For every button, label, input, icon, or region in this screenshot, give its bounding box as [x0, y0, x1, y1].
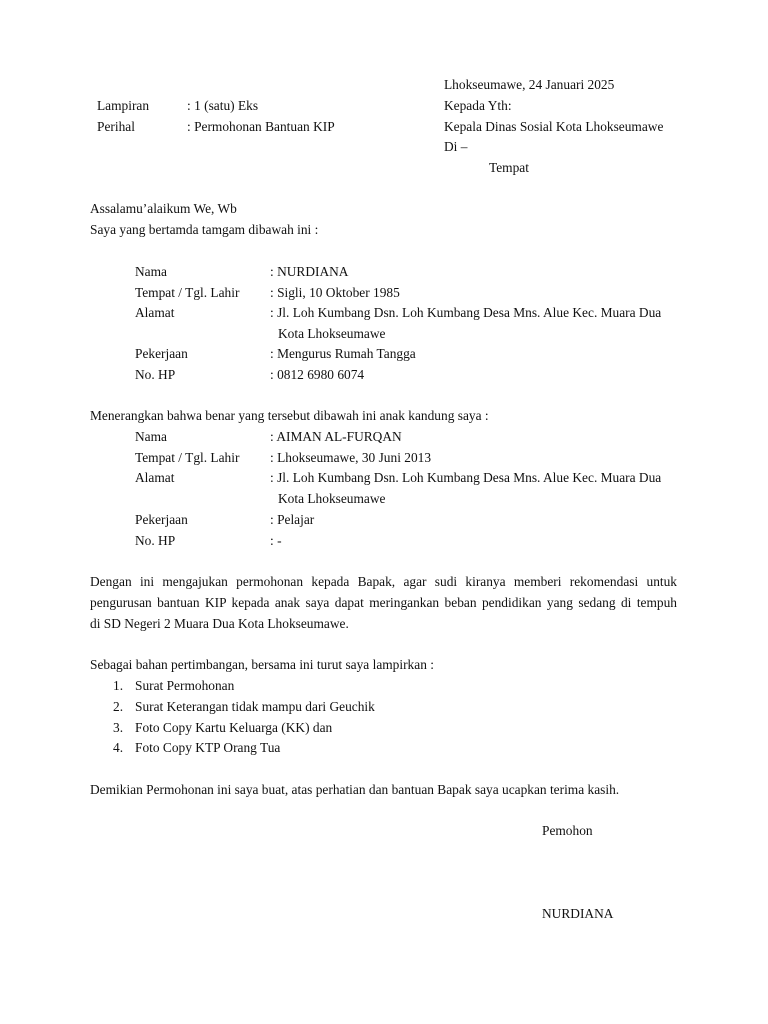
kepada-label: Kepada Yth: — [444, 98, 512, 113]
recipient: Kepala Dinas Sosial Kota Lhokseumawe — [444, 119, 664, 134]
request-line-3: di SD Negeri 2 Muara Dua Kota Lhokseumawe. — [90, 616, 349, 631]
closing-text: Demikian Permohonan ini saya buat, atas perhatian dan bantuan Bapak saya ucapkan terima kasih. — [90, 782, 620, 797]
applicant-pekerjaan-label: Pekerjaan — [135, 346, 188, 361]
applicant-hp-value: : 0812 6980 6074 — [270, 367, 365, 382]
child-alamat-value-cont: Kota Lhokseumawe — [278, 491, 386, 506]
applicant-ttl-label: Tempat / Tgl. Lahir — [135, 285, 240, 300]
attachment-item: Surat Permohonan — [135, 678, 235, 693]
perihal-value: : Permohonan Bantuan KIP — [187, 119, 335, 134]
applicant-nama-value: : NURDIANA — [270, 264, 349, 279]
applicant-hp-label: No. HP — [135, 367, 176, 382]
greeting: Assalamu’alaikum We, Wb — [90, 201, 237, 216]
attachments-intro: Sebagai bahan pertimbangan, bersama ini turut saya lampirkan : — [90, 657, 434, 672]
child-alamat-label: Alamat — [135, 470, 175, 485]
applicant-alamat-label: Alamat — [135, 305, 175, 320]
attachment-item: Foto Copy Kartu Keluarga (KK) dan — [135, 720, 333, 735]
child-pekerjaan-value: : Pelajar — [270, 512, 315, 527]
lampiran-value: : 1 (satu) Eks — [187, 98, 259, 113]
attachment-number: 2. — [113, 699, 124, 714]
child-pekerjaan-label: Pekerjaan — [135, 512, 188, 527]
applicant-pekerjaan-value: : Mengurus Rumah Tangga — [270, 346, 416, 361]
child-ttl-label: Tempat / Tgl. Lahir — [135, 450, 240, 465]
attachment-number: 1. — [113, 678, 124, 693]
di-label: Di – — [444, 139, 468, 154]
child-hp-value: : - — [270, 533, 282, 548]
tempat-label: Tempat — [489, 160, 529, 175]
attachment-number: 4. — [113, 740, 124, 755]
child-hp-label: No. HP — [135, 533, 176, 548]
child-alamat-value: : Jl. Loh Kumbang Dsn. Loh Kumbang Desa Mns. Alue Kec. Muara Dua — [270, 470, 662, 485]
applicant-alamat-value: : Jl. Loh Kumbang Dsn. Loh Kumbang Desa Mns. Alue Kec. Muara Dua — [270, 305, 662, 320]
attachment-number: 3. — [113, 720, 124, 735]
intro-text: Saya yang bertamda tamgam dibawah ini : — [90, 222, 319, 237]
applicant-nama-label: Nama — [135, 264, 167, 279]
place-date: Lhokseumawe, 24 Januari 2025 — [444, 77, 615, 92]
child-ttl-value: : Lhokseumawe, 30 Juni 2013 — [270, 450, 432, 465]
request-line-2: pengurusan bantuan KIP kepada anak saya dapat meringankan beban pendidikan yang sedang di tempuh — [90, 595, 677, 610]
child-nama-label: Nama — [135, 429, 167, 444]
child-nama-value: : AIMAN AL-FURQAN — [270, 429, 402, 444]
signature-label: Pemohon — [542, 823, 593, 838]
attachment-item: Foto Copy KTP Orang Tua — [135, 740, 281, 755]
perihal-label: Perihal — [97, 119, 135, 134]
applicant-ttl-value: : Sigli, 10 Oktober 1985 — [270, 285, 400, 300]
child-intro: Menerangkan bahwa benar yang tersebut dibawah ini anak kandung saya : — [90, 408, 489, 423]
request-line-1: Dengan ini mengajukan permohonan kepada Bapak, agar sudi kiranya memberi rekomendasi untuk — [90, 574, 677, 589]
applicant-alamat-value-cont: Kota Lhokseumawe — [278, 326, 386, 341]
lampiran-label: Lampiran — [97, 98, 150, 113]
attachment-item: Surat Keterangan tidak mampu dari Geuchik — [135, 699, 375, 714]
signature-name: NURDIANA — [542, 906, 614, 921]
